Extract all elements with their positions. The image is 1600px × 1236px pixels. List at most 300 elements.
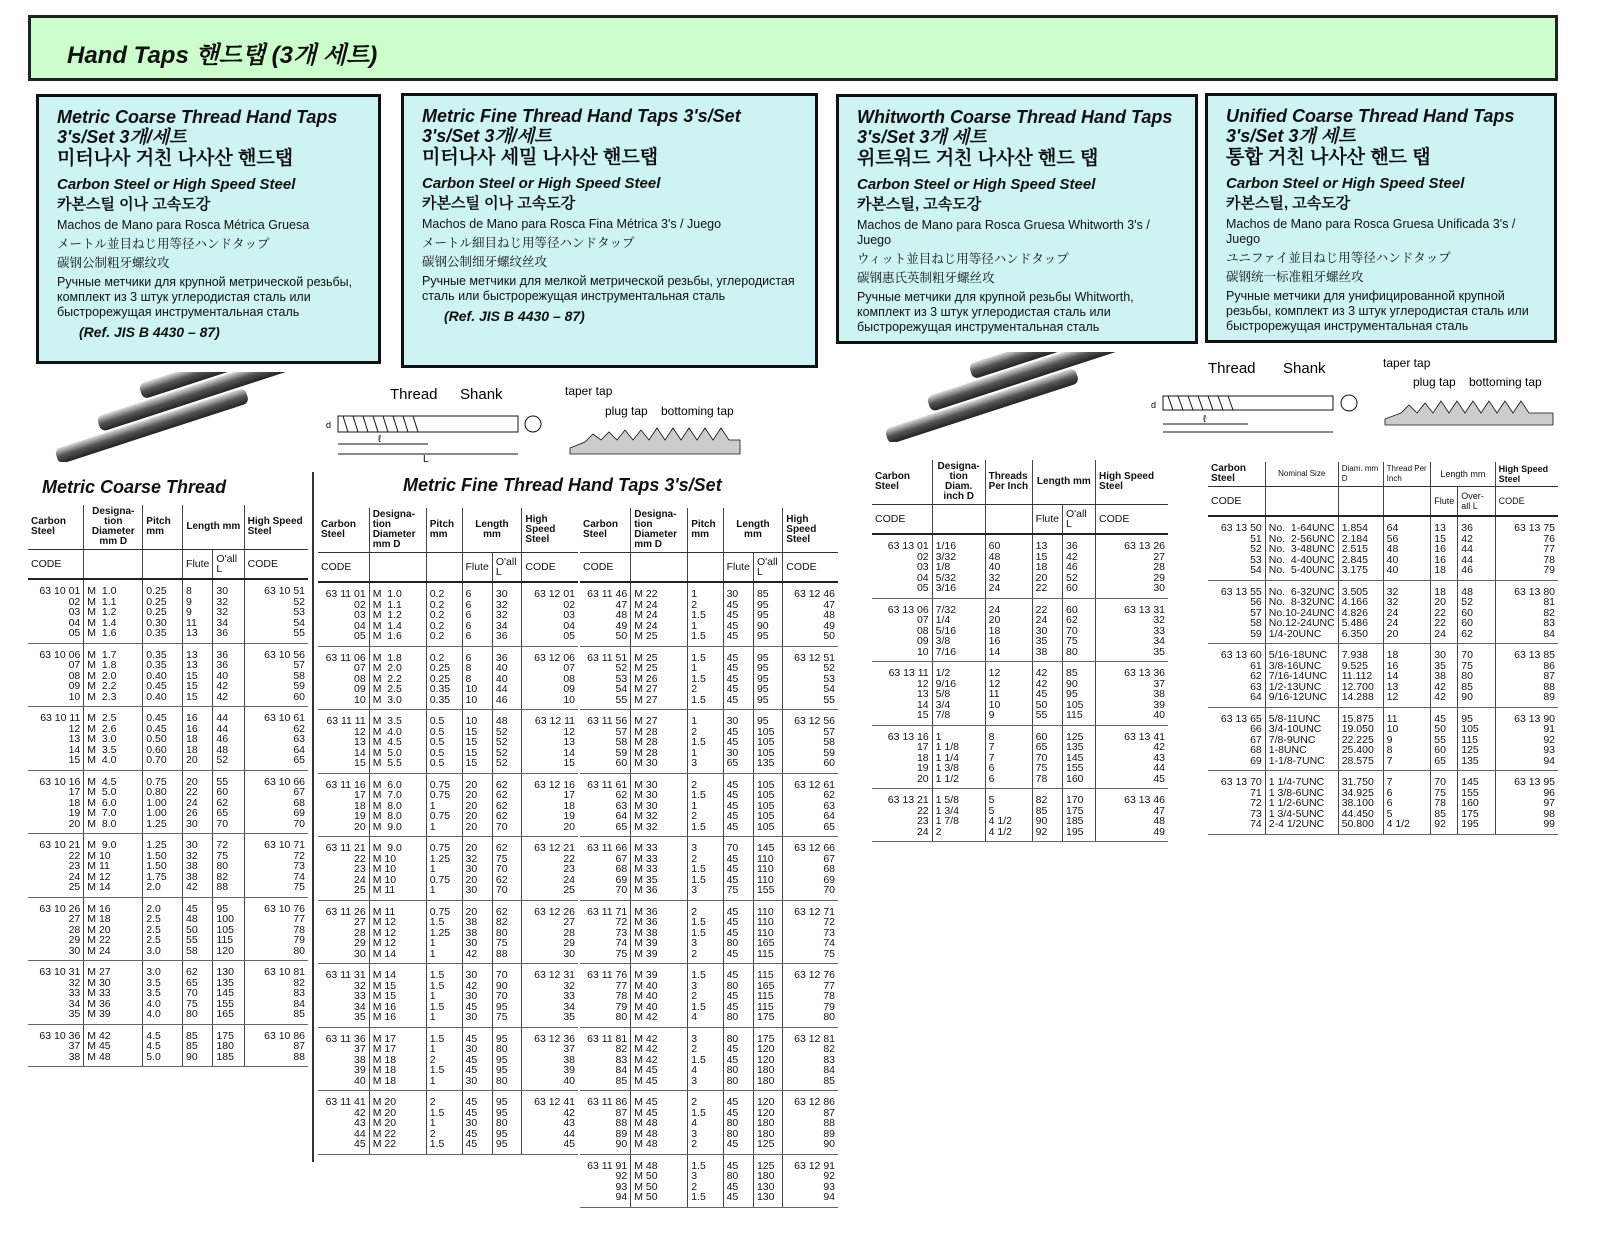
col-code-hss: CODE: [1096, 505, 1168, 535]
cell-h: 63 12 66 67 68 69 70: [783, 837, 838, 901]
cell-f: 30 45 45 30 65: [723, 710, 753, 774]
box-material: Carbon Steel or High Speed Steel: [1226, 175, 1465, 192]
col-hss: High Speed Steel: [783, 508, 838, 553]
cell-f: 16 16 18 18 20: [183, 707, 213, 771]
table-row: [318, 1027, 578, 1091]
cell-c: 63 13 70 71 72 73 74: [1208, 771, 1265, 835]
section-title-metric-fine: Metric Fine Thread Hand Taps 3's/Set: [403, 475, 722, 495]
cell-f: 45 45 45 45 45: [723, 773, 753, 837]
cell-p: 1.5 1 2 1.5 1: [426, 1027, 462, 1091]
cell-h: 63 12 26 27 28 29 30: [522, 900, 578, 964]
table-row: [318, 1091, 578, 1155]
cell-n: 5/8-11UNC 3/4-10UNC 7/8-9UNC 1-8UNC 1-1/8-7UNC: [1265, 707, 1338, 771]
col-code-hss: CODE: [1495, 487, 1558, 517]
cell-d: M 11 M 12 M 12 M 12 M 14: [369, 900, 426, 964]
cell-n: No. 6-32UNC No. 8-32UNC No.10-24UNC No.12-24UNC 1/4-20UNC: [1265, 580, 1338, 644]
cell-d: M 1.8 M 2.0 M 2.2 M 2.5 M 3.0: [369, 646, 426, 710]
cell-l: 95 95 80 95 95: [492, 1091, 522, 1155]
cell-h: 63 10 76 77 78 79 80: [244, 897, 308, 961]
box-heading-sub: 3's/Set 3개 세트: [857, 127, 987, 147]
cell-h: 63 13 31 32 33 34 35: [1096, 598, 1168, 662]
cell-c: 63 13 50 51 52 53 54: [1208, 516, 1265, 580]
cell-h: 63 12 51 52 53 54 55: [783, 646, 838, 710]
cell-c: 63 13 60 61 62 63 64: [1208, 644, 1265, 708]
table-row: [580, 773, 838, 837]
cell-h: 63 10 86 87 88: [244, 1024, 308, 1067]
box-material-korean: 카본스틸, 고속도강: [857, 196, 982, 213]
table-row: [28, 834, 308, 898]
cell-c: 63 10 16 17 18 19 20: [28, 770, 84, 834]
box-russian: Ручные метчики для унифицированной крупной резьбы, комплект из 3 штук углеродистая сталь или быстрорежущая инструментальная сталь: [1226, 289, 1529, 333]
cell-h: 63 12 81 82 83 84 85: [783, 1027, 838, 1091]
cell-p: 3 2 1.5 1.5 3: [688, 837, 723, 901]
col-oall: O'all L: [492, 553, 522, 583]
cell-h: 63 10 81 82 83 84 85: [244, 961, 308, 1025]
col-code: CODE: [1208, 487, 1265, 517]
cell-h: 63 13 75 76 77 78 79: [1495, 516, 1558, 580]
cell-c: 63 13 11 12 13 14 15: [872, 662, 932, 726]
table-row: [580, 964, 838, 1028]
cell-f: 6 6 6 6 6: [462, 582, 492, 646]
cell-d: M 1.0 M 1.1 M 1.2 M 1.4 M 1.6: [369, 582, 426, 646]
cell-c: 63 10 31 32 33 34 35: [28, 961, 84, 1025]
box-heading: Metric Coarse Thread Hand Taps: [57, 107, 338, 127]
cell-l: 95 95 95 95 95: [753, 646, 782, 710]
cell-h: 63 12 56 57 58 59 60: [783, 710, 838, 774]
box-chinese: 碳钢惠氏英制粗牙螺丝攻: [857, 271, 995, 285]
table-row: [318, 646, 578, 710]
bottoming-tap-label: bottoming tap: [1469, 375, 1542, 389]
col-overall: Over-all L: [1458, 487, 1495, 517]
table-row: [318, 964, 578, 1028]
unified-table: [1208, 462, 1558, 835]
table-row: [1208, 580, 1558, 644]
cell-t: 32 32 24 24 20: [1383, 580, 1431, 644]
cell-l: 44 44 46 48 52: [213, 707, 244, 771]
col-code: CODE: [872, 505, 932, 535]
cell-f: 45 45 45 80 45: [723, 900, 753, 964]
cell-c: 63 11 81 82 83 84 85: [580, 1027, 631, 1091]
box-spanish: Machos de Mano para Rosca Métrica Gruesa: [57, 218, 310, 232]
col-carbon: Carbon Steel: [28, 505, 84, 550]
cell-l: 70 75 80 85 90: [1458, 644, 1495, 708]
metric-coarse-table: [28, 505, 308, 1067]
cell-h: 63 12 71 72 73 74 75: [783, 900, 838, 964]
box-russian: Ручные метчики для мелкой метрической резьбы, углеродистая сталь или быстрорежущая инструментальная сталь: [422, 274, 795, 303]
cell-d: M 36 M 36 M 38 M 39 M 39: [631, 900, 688, 964]
cell-f: 6 8 8 10 10: [462, 646, 492, 710]
table-row: [580, 1027, 838, 1091]
plug-tap-label: plug tap: [605, 404, 648, 418]
cell-p: 0.5 0.5 0.5 0.5 0.5: [426, 710, 462, 774]
cell-p: 3.0 3.5 3.5 4.0 4.0: [143, 961, 183, 1025]
thread-label: Thread: [390, 386, 438, 403]
box-japanese: ユニファイ並目ねじ用等径ハンドタップ: [1226, 251, 1451, 265]
col-length: Length mm: [1032, 460, 1095, 505]
table-row: [872, 598, 1168, 662]
col-diameter: Diam. mm D: [1338, 462, 1383, 487]
cell-p: 0.75 1.5 1.25 1 1: [426, 900, 462, 964]
cell-c: 63 10 21 22 23 24 25: [28, 834, 84, 898]
table-row: [872, 789, 1168, 842]
cell-p: 2.0 2.5 2.5 2.5 3.0: [143, 897, 183, 961]
metric-fine-body-a: [318, 582, 578, 1154]
box-chinese: 碳钢统一标准粗牙螺丝攻: [1226, 270, 1364, 284]
section-title-metric-coarse: Metric Coarse Thread: [42, 477, 227, 497]
cell-f: 85 85 90: [183, 1024, 213, 1067]
cell-l: 36 40 40 44 46: [492, 646, 522, 710]
cell-c: 63 10 36 37 38: [28, 1024, 84, 1067]
cell-p: 2 1.5 4 3 2: [688, 1091, 723, 1155]
cell-l: 175 120 120 180 180: [753, 1027, 782, 1091]
cell-d: 1 1 1/8 1 1/4 1 3/8 1 1/2: [932, 725, 985, 789]
cell-f: 45 45 30 45 45: [462, 1091, 492, 1155]
box-spanish: Machos de Mano para Rosca Gruesa Whitworth 3's / Juego: [857, 218, 1150, 247]
cell-t: 7 6 6 5 4 1/2: [1383, 771, 1431, 835]
tap-dimension-drawing-right: [1143, 356, 1373, 436]
cell-h: 63 12 86 87 88 89 90: [783, 1091, 838, 1155]
table-row: [580, 582, 838, 646]
table-row: [28, 961, 308, 1025]
cell-d: M 1.7 M 1.8 M 2.0 M 2.2 M 2.3: [84, 643, 143, 707]
col-designation: Designa-tion Diameter mm D: [631, 508, 688, 553]
cell-p: 0.75 1.25 1 0.75 1: [426, 837, 462, 901]
box-material: Carbon Steel or High Speed Steel: [422, 175, 661, 192]
cell-l: 72 75 80 82 88: [213, 834, 244, 898]
cell-c: 63 11 86 87 88 89 90: [580, 1091, 631, 1155]
cell-t: 18 16 14 13 12: [1383, 644, 1431, 708]
cell-t: 5 5 4 1/2 4 1/2: [985, 789, 1032, 842]
info-box-unified: [1205, 93, 1557, 343]
info-box-metric-fine: [401, 93, 818, 368]
box-heading-korean: 통합 거친 나사산 핸드 탭: [1226, 147, 1431, 168]
cell-h: 63 12 16 17 18 19 20: [522, 773, 578, 837]
col-hss: High Speed Steel: [1096, 460, 1168, 505]
cell-f: 20 32 30 20 30: [462, 837, 492, 901]
cell-h: 63 10 61 62 63 64 65: [244, 707, 308, 771]
col-length: Length mm: [462, 508, 522, 553]
cell-l: 48 52 52 52 52: [492, 710, 522, 774]
table-row: [28, 897, 308, 961]
cell-d: M 14 M 15 M 15 M 16 M 16: [369, 964, 426, 1028]
box-spanish: Machos de Mano para Rosca Fina Métrica 3's / Juego: [422, 217, 722, 231]
cell-l: 115 165 115 115 175: [753, 964, 782, 1028]
table-row: [28, 643, 308, 707]
cell-f: 60 65 70 75 78: [1032, 725, 1062, 789]
cell-c: 63 11 56 57 58 59 60: [580, 710, 631, 774]
cell-f: 45 80 45 45 80: [723, 964, 753, 1028]
tap-types-drawing-right: [1383, 355, 1555, 430]
cell-d: M 30 M 30 M 30 M 32 M 32: [631, 773, 688, 837]
whitworth-table: [872, 460, 1168, 842]
col-flute: Flute: [1032, 505, 1062, 535]
cell-c: 63 13 21 22 23 24: [872, 789, 932, 842]
cell-d: 7.938 9.525 11.112 12.700 14.288: [1338, 644, 1383, 708]
cell-h: 63 12 21 22 23 24 25: [522, 837, 578, 901]
cell-l: 95 105 105 105 135: [753, 710, 782, 774]
col-hss: High Speed Steel: [244, 505, 308, 550]
shank-label: Shank: [460, 386, 503, 403]
table-row: [580, 710, 838, 774]
cell-h: 63 12 06 07 08 09 10: [522, 646, 578, 710]
cell-d: M 45 M 45 M 48 M 48 M 48: [631, 1091, 688, 1155]
table-row: [872, 662, 1168, 726]
cell-c: 63 11 16 17 18 19 20: [318, 773, 369, 837]
cell-d: M 48 M 50 M 50 M 50: [631, 1154, 688, 1207]
cell-d: M 4.5 M 5.0 M 6.0 M 7.0 M 8.0: [84, 770, 143, 834]
cell-h: 63 12 41 42 43 44 45: [522, 1091, 578, 1155]
info-box-whitworth: [836, 94, 1198, 344]
cell-l: 120 120 180 180 125: [753, 1091, 782, 1155]
cell-f: 20 22 24 26 30: [183, 770, 213, 834]
cell-c: 63 10 06 07 08 09 10: [28, 643, 84, 707]
box-material: Carbon Steel or High Speed Steel: [857, 176, 1096, 193]
table-row: [872, 534, 1168, 598]
cell-f: 45 80 45 45: [723, 1154, 753, 1207]
cell-l: 62 82 80 75 88: [492, 900, 522, 964]
cell-l: 36 42 46 52 60: [1063, 534, 1096, 598]
col-pitch: Pitch mm: [426, 508, 462, 553]
col-hss: High Speed Steel: [522, 508, 578, 553]
cell-p: 4.5 4.5 5.0: [143, 1024, 183, 1067]
cell-p: 0.2 0.25 0.25 0.35 0.35: [426, 646, 462, 710]
col-length: Length mm: [723, 508, 783, 553]
box-material: Carbon Steel or High Speed Steel: [57, 176, 296, 193]
cell-c: 63 11 41 42 43 44 45: [318, 1091, 369, 1155]
thread-label: Thread: [1208, 360, 1256, 377]
cell-l: 125 135 145 155 160: [1063, 725, 1096, 789]
taps-photo-right: [870, 352, 1140, 442]
box-reference: (Ref. JIS B 4430 – 87): [444, 308, 585, 324]
cell-t: 11 10 9 8 7: [1383, 707, 1431, 771]
cell-h: 63 13 80 81 82 83 84: [1495, 580, 1558, 644]
table-row: [28, 707, 308, 771]
cell-d: 1 5/8 1 3/4 1 7/8 2: [932, 789, 985, 842]
cell-f: 30 42 30 45 30: [462, 964, 492, 1028]
cell-f: 45 45 45 45 45: [723, 646, 753, 710]
cell-f: 30 32 38 38 42: [183, 834, 213, 898]
cell-c: 63 11 01 02 03 04 05: [318, 582, 369, 646]
cell-d: M 25 M 25 M 26 M 27 M 27: [631, 646, 688, 710]
cell-l: 30 32 32 34 36: [213, 579, 244, 643]
cell-f: 13 15 18 20 22: [1032, 534, 1062, 598]
cell-d: M 42 M 42 M 42 M 45 M 45: [631, 1027, 688, 1091]
cell-f: 45 45 80 80 45: [723, 1091, 753, 1155]
cell-p: 1.5 3 2 1.5 4: [688, 964, 723, 1028]
table-row: [28, 770, 308, 834]
col-thread-per-inch: Thread Per Inch: [1383, 462, 1431, 487]
whitworth-body: [872, 534, 1168, 842]
col-flute: Flute: [183, 550, 213, 580]
table-row: [318, 582, 578, 646]
thread-length-label: ℓ: [378, 434, 382, 445]
cell-d: M 17 M 17 M 18 M 18 M 18: [369, 1027, 426, 1091]
cell-d: M 22 M 24 M 24 M 24 M 25: [631, 582, 688, 646]
cell-h: 63 13 41 42 43 44 45: [1096, 725, 1168, 789]
table-row: [872, 725, 1168, 789]
table-row: [318, 710, 578, 774]
col-code-hss: CODE: [783, 553, 838, 583]
cell-l: 175 180 185: [213, 1024, 244, 1067]
cell-l: 85 90 95 105 115: [1063, 662, 1096, 726]
table-row: [1208, 771, 1558, 835]
cell-l: 170 175 185 195: [1063, 789, 1096, 842]
col-length: Length mm: [183, 505, 245, 550]
table-row: [580, 1091, 838, 1155]
col-hss: High Speed Steel: [1495, 462, 1558, 487]
cell-h: 63 13 90 91 92 93 94: [1495, 707, 1558, 771]
unified-body: [1208, 516, 1558, 834]
cell-d: M 27 M 28 M 28 M 28 M 30: [631, 710, 688, 774]
col-code: CODE: [318, 553, 369, 583]
cell-l: 60 62 70 75 80: [1063, 598, 1096, 662]
table-row: [28, 579, 308, 643]
cell-p: 1.5 1 1.5 2 1.5: [688, 646, 723, 710]
table-row: [1208, 516, 1558, 580]
cell-c: 63 11 26 27 28 29 30: [318, 900, 369, 964]
box-heading: Metric Fine Thread Hand Taps 3's/Set: [422, 106, 741, 126]
cell-h: 63 13 36 37 38 39 40: [1096, 662, 1168, 726]
cell-h: 63 12 01 02 03 04 05: [522, 582, 578, 646]
metric-fine-table-b: [580, 508, 838, 1208]
cell-c: 63 11 71 72 73 74 75: [580, 900, 631, 964]
cell-d: 3.505 4.166 4.826 5.486 6.350: [1338, 580, 1383, 644]
box-heading-sub: 3's/Set 3개/세트: [422, 126, 552, 146]
cell-l: 62 75 70 62 70: [492, 837, 522, 901]
cell-f: 45 30 45 45 30: [462, 1027, 492, 1091]
box-japanese: メートル並目ねじ用等径ハンドタップ: [57, 237, 270, 251]
col-carbon: Carbon Steel: [1208, 462, 1265, 487]
box-heading-sub: 3's/Set 3개/세트: [57, 127, 187, 147]
cell-c: 63 13 06 07 08 09 10: [872, 598, 932, 662]
cell-n: 1 1/4-7UNC 1 3/8-6UNC 1 1/2-6UNC 1 3/4-5UNC 2-4 1/2UNC: [1265, 771, 1338, 835]
cell-d: M 27 M 30 M 33 M 36 M 39: [84, 961, 143, 1025]
col-oall: O'all L: [213, 550, 244, 580]
cell-d: M 1.0 M 1.1 M 1.2 M 1.4 M 1.6: [84, 579, 143, 643]
table-row: [318, 773, 578, 837]
cell-l: 70 90 70 95 75: [492, 964, 522, 1028]
cell-d: M 16 M 18 M 20 M 22 M 24: [84, 897, 143, 961]
tap-types-drawing: [565, 382, 745, 457]
cell-p: 1.5 3 2 1.5: [688, 1154, 723, 1207]
diameter-d-label: d: [326, 420, 332, 430]
cell-p: 2 1.5 1 2 1.5: [426, 1091, 462, 1155]
col-code-hss: CODE: [244, 550, 308, 580]
cell-c: 63 11 51 52 53 54 55: [580, 646, 631, 710]
cell-l: 36 42 44 44 46: [1458, 516, 1495, 580]
cell-p: 3 2 1.5 4 3: [688, 1027, 723, 1091]
cell-p: 0.2 0.2 0.2 0.2 0.2: [426, 582, 462, 646]
col-pitch: Pitch mm: [688, 508, 723, 553]
taper-tap-label: taper tap: [565, 384, 613, 398]
box-russian: Ручные метчики для крупной метрической резьбы, комплект из 3 штук углеродистая сталь или быстрорежущая инструментальная сталь: [57, 275, 353, 319]
box-heading: Whitworth Coarse Thread Hand Taps: [857, 107, 1173, 127]
box-reference: (Ref. JIS B 4430 – 87): [79, 324, 220, 340]
cell-n: No. 1-64UNC No. 2-56UNC No. 3-48UNC No. 4-40UNC No. 5-40UNC: [1265, 516, 1338, 580]
cell-c: 63 13 65 66 67 68 69: [1208, 707, 1265, 771]
cell-c: 63 11 61 62 63 64 65: [580, 773, 631, 837]
cell-h: 63 13 46 47 48 49: [1096, 789, 1168, 842]
cell-f: 62 65 70 75 80: [183, 961, 213, 1025]
cell-l: 145 110 110 110 155: [753, 837, 782, 901]
bottoming-tap-label: bottoming tap: [661, 404, 734, 418]
table-row: [580, 900, 838, 964]
col-code: CODE: [580, 553, 631, 583]
box-heading-korean: 미터나사 세밀 나사산 핸드탭: [422, 147, 659, 168]
cell-c: 63 11 66 67 68 69 70: [580, 837, 631, 901]
cell-d: M 33 M 33 M 33 M 35 M 36: [631, 837, 688, 901]
cell-h: 63 12 91 92 93 94: [783, 1154, 838, 1207]
cell-l: 110 110 110 165 115: [753, 900, 782, 964]
col-code-hss: CODE: [522, 553, 578, 583]
cell-d: M 3.5 M 4.0 M 4.5 M 5.0 M 5.5: [369, 710, 426, 774]
cell-f: 20 38 38 30 42: [462, 900, 492, 964]
col-designation: Designa-tion Diameter mm D: [84, 505, 143, 550]
box-spanish: Machos de Mano para Rosca Gruesa Unificada 3's / Juego: [1226, 217, 1516, 246]
cell-d: M 9.0 M 10 M 10 M 10 M 11: [369, 837, 426, 901]
col-designation: Designa-tion Diam. inch D: [932, 460, 985, 505]
cell-f: 18 20 22 22 24: [1431, 580, 1458, 644]
cell-h: 63 10 51 52 53 54 55: [244, 579, 308, 643]
cell-f: 13 15 16 16 18: [1431, 516, 1458, 580]
cell-d: 1.854 2.184 2.515 2.845 3.175: [1338, 516, 1383, 580]
table-row: [580, 837, 838, 901]
cell-p: 1.5 1.5 1 1.5 1: [426, 964, 462, 1028]
col-length: Length mm: [1431, 462, 1495, 487]
cell-l: 130 135 145 155 165: [213, 961, 244, 1025]
cell-h: 63 13 85 86 87 88 89: [1495, 644, 1558, 708]
cell-f: 70 45 45 45 75: [723, 837, 753, 901]
col-oall: O'all L: [1063, 505, 1096, 535]
col-carbon: Carbon Steel: [872, 460, 932, 505]
box-material-korean: 카본스틸 이나 고속도강: [422, 195, 576, 212]
box-heading-sub: 3's/Set 3개 세트: [1226, 126, 1356, 146]
cell-d: 1/16 3/32 1/8 5/32 3/16: [932, 534, 985, 598]
cell-c: 63 13 01 02 03 04 05: [872, 534, 932, 598]
cell-f: 30 45 45 45 45: [723, 582, 753, 646]
box-heading-korean: 미터나사 거친 나사산 핸드탭: [57, 148, 294, 169]
cell-f: 45 48 50 55 58: [183, 897, 213, 961]
metric-fine-body-b: [580, 582, 838, 1207]
cell-f: 80 45 45 80 80: [723, 1027, 753, 1091]
box-heading-korean: 위트워드 거친 나사산 핸드 탭: [857, 148, 1099, 169]
cell-l: 36 36 40 42 42: [213, 643, 244, 707]
cell-l: 95 105 115 125 135: [1458, 707, 1495, 771]
cell-h: 63 10 66 67 68 69 70: [244, 770, 308, 834]
metric-fine-table-a: [318, 508, 578, 1155]
info-box-metric-coarse: [36, 94, 381, 364]
col-carbon: Carbon Steel: [580, 508, 631, 553]
col-flute: Flute: [1431, 487, 1458, 517]
cell-p: 1 2 1.5 1 3: [688, 710, 723, 774]
metric-coarse-body: [28, 579, 308, 1067]
cell-l: 95 100 105 115 120: [213, 897, 244, 961]
tap-dimension-drawing: [318, 382, 558, 462]
table-row: [28, 1024, 308, 1067]
cell-f: 8 9 9 11 13: [183, 579, 213, 643]
page-title: Hand Taps 핸드탭 (3개 세트): [67, 42, 378, 69]
box-material-korean: 카본스틸, 고속도강: [1226, 195, 1351, 212]
table-row: [318, 900, 578, 964]
cell-c: 63 11 06 07 08 09 10: [318, 646, 369, 710]
diameter-d-label: d: [1151, 400, 1157, 410]
cell-f: 20 20 20 20 20: [462, 773, 492, 837]
cell-p: 0.75 0.75 1 0.75 1: [426, 773, 462, 837]
overall-length-label: L: [423, 454, 429, 462]
box-chinese: 碳钢公制细牙螺纹丝攻: [422, 255, 548, 269]
cell-p: 0.75 0.80 1.00 1.00 1.25: [143, 770, 183, 834]
box-russian: Ручные метчики для крупной резьбы Whitworth, комплект из 3 штук углеродистая сталь или быстрорежущая инструментальная сталь: [857, 290, 1134, 334]
